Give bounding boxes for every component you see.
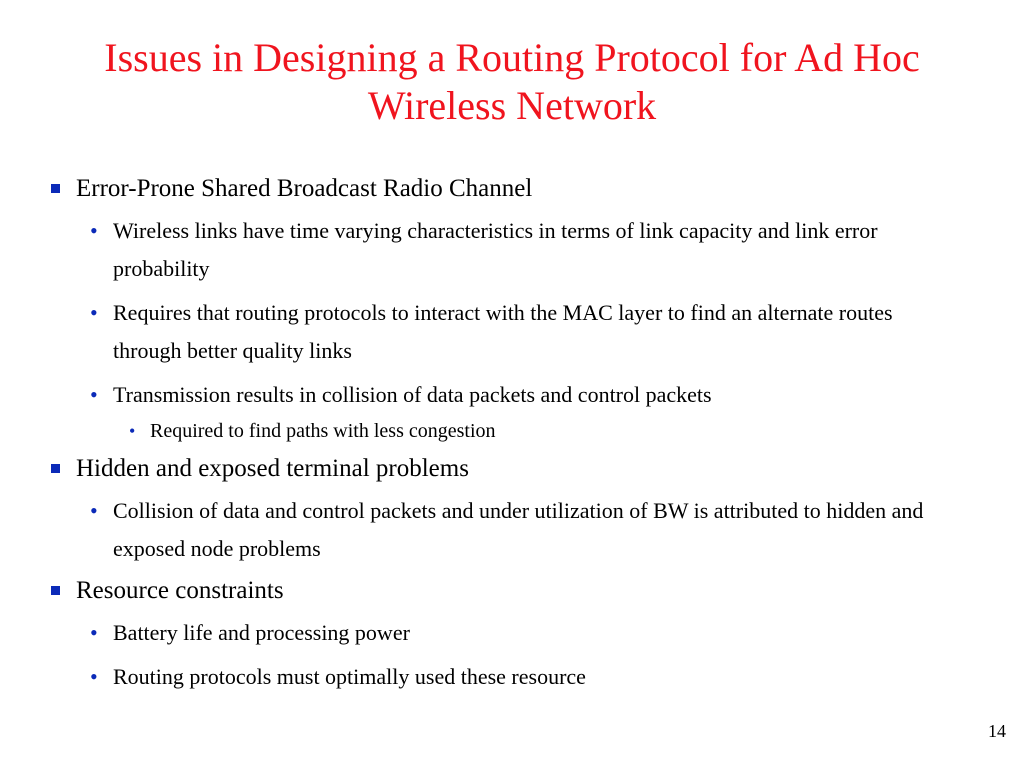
list-item-text: Battery life and processing power [113,620,410,645]
square-bullet-icon [51,184,60,193]
list-item [48,492,948,568]
small-bullet-icon: • [129,421,136,441]
slide-title: Issues in Designing a Routing Protocol for Ad Hoc Wireless Network [104,35,920,128]
section-heading-text: Hidden and exposed terminal problems [76,455,469,482]
section-heading-hidden-exposed [48,452,948,486]
square-bullet-icon [51,464,60,473]
sub-list-item [48,416,948,446]
round-bullet-icon: • [90,218,98,243]
page-number: 14 [988,721,1006,741]
list-item [48,294,948,370]
list-item-text: Routing protocols must optimally used these resource [113,664,586,689]
list-item-text: Requires that routing protocols to interact with the MAC layer to find an alternate routes through better quality links [113,300,893,363]
round-bullet-icon: • [90,498,98,523]
round-bullet-icon: • [90,664,98,689]
square-bullet-icon [51,586,60,595]
round-bullet-icon: • [90,300,98,325]
bullet-content [48,166,948,696]
section-heading-text: Error-Prone Shared Broadcast Radio Channel [76,175,533,202]
section-heading-error-prone-channel [48,172,948,206]
list-item-text: Transmission results in collision of data packets and control packets [113,382,712,407]
section-heading-resource-constraints [48,574,948,608]
list-item [48,658,948,696]
round-bullet-icon: • [90,382,98,407]
list-item-text: Wireless links have time varying characteristics in terms of link capacity and link error probability [113,218,878,281]
list-item [48,212,948,288]
list-item [48,376,948,414]
sub-list-item-text: Required to find paths with less congestion [150,420,496,442]
list-item-text: Collision of data and control packets and under utilization of BW is attributed to hidden and exposed node problems [113,498,924,561]
list-item [48,614,948,652]
section-heading-text: Resource constraints [76,577,284,604]
round-bullet-icon: • [90,620,98,645]
